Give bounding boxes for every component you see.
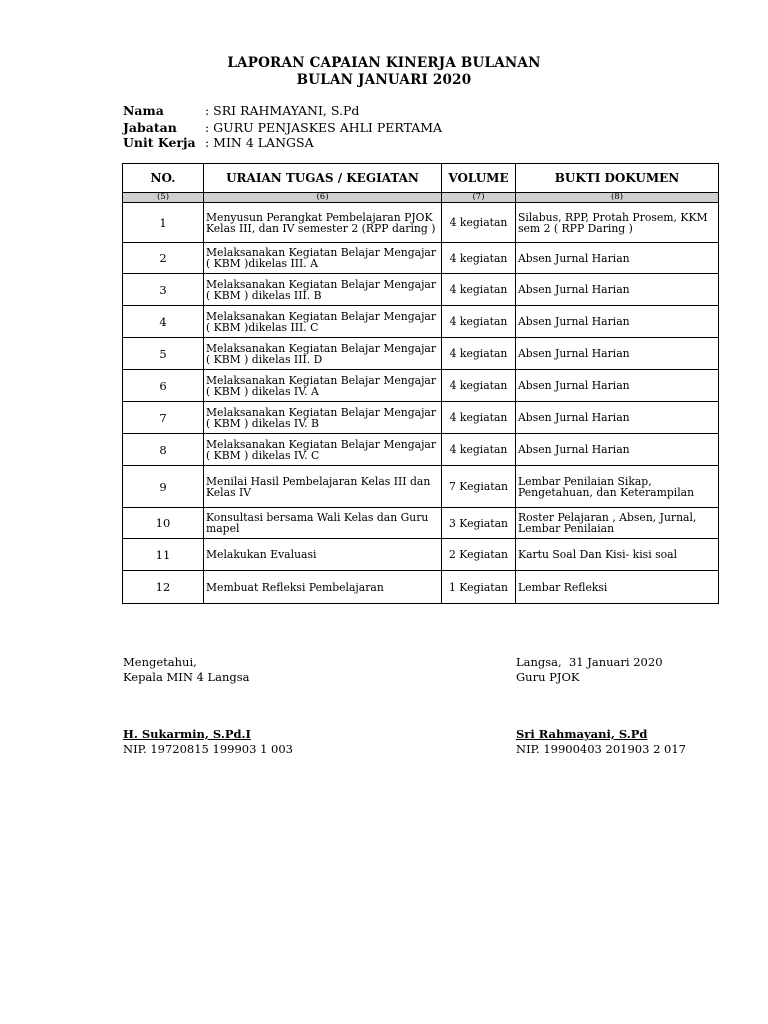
table-row (123, 539, 719, 571)
cell-no: 2 (123, 243, 204, 274)
cell-no: 7 (123, 402, 204, 434)
column-header-volume: VOLUME (442, 164, 516, 193)
cell-uraian: Membuat Refleksi Pembelajaran (204, 571, 442, 604)
cell-volume: 2 Kegiatan (442, 539, 516, 571)
cell-uraian: Melakukan Evaluasi (204, 539, 442, 571)
cell-uraian: Melaksanakan Kegiatan Belajar Mengajar ( KBM )dikelas III. A (204, 243, 442, 274)
info-label: Jabatan (123, 120, 177, 135)
activity-table (122, 163, 719, 604)
cell-bukti: Absen Jurnal Harian (516, 402, 719, 434)
cell-bukti: Absen Jurnal Harian (516, 274, 719, 306)
info-label: Unit Kerja (123, 135, 196, 150)
cell-no: 3 (123, 274, 204, 306)
cell-volume: 4 kegiatan (442, 402, 516, 434)
cell-volume: 7 Kegiatan (442, 466, 516, 508)
table-header-row (123, 164, 719, 193)
column-header-no: NO. (123, 164, 204, 193)
signer-name: H. Sukarmin, S.Pd.I (123, 727, 251, 741)
report-period: BULAN JANUARI 2020 (296, 72, 472, 88)
cell-no: 10 (123, 508, 204, 539)
info-value: : SRI RAHMAYANI, S.Pd (205, 103, 360, 118)
cell-uraian: Konsultasi bersama Wali Kelas dan Guru mapel (204, 508, 442, 539)
column-number-row (123, 193, 719, 203)
cell-volume: 4 kegiatan (442, 338, 516, 370)
column-header-bukti: BUKTI DOKUMEN (516, 164, 719, 193)
table-row (123, 508, 719, 539)
column-number: (5) (123, 193, 204, 203)
cell-volume: 4 kegiatan (442, 203, 516, 243)
cell-no: 4 (123, 306, 204, 338)
cell-no: 6 (123, 370, 204, 402)
cell-uraian: Menyusun Perangkat Pembelajaran PJOK Kelas III, dan IV semester 2 (RPP daring ) (204, 203, 442, 243)
info-row-nama (123, 103, 359, 118)
cell-bukti: Absen Jurnal Harian (516, 306, 719, 338)
table-row (123, 306, 719, 338)
column-number: (7) (442, 193, 516, 203)
table-row (123, 571, 719, 604)
signature-block-teacher (516, 655, 686, 757)
table-row (123, 402, 719, 434)
cell-volume: 3 Kegiatan (442, 508, 516, 539)
cell-no: 11 (123, 539, 204, 571)
info-row-unit-kerja (123, 135, 314, 150)
cell-volume: 4 kegiatan (442, 434, 516, 466)
cell-uraian: Melaksanakan Kegiatan Belajar Mengajar ( KBM ) dikelas IV. A (204, 370, 442, 402)
cell-volume: 1 Kegiatan (442, 571, 516, 604)
column-number: (8) (516, 193, 719, 203)
cell-no: 5 (123, 338, 204, 370)
table-row (123, 203, 719, 243)
cell-no: 12 (123, 571, 204, 604)
info-row-jabatan (123, 120, 442, 135)
cell-bukti: Absen Jurnal Harian (516, 370, 719, 402)
cell-bukti: Absen Jurnal Harian (516, 243, 719, 274)
cell-bukti: Absen Jurnal Harian (516, 434, 719, 466)
cell-no: 1 (123, 203, 204, 243)
info-label: Nama (123, 103, 164, 118)
cell-bukti: Absen Jurnal Harian (516, 338, 719, 370)
cell-bukti: Silabus, RPP, Protah Prosem, KKM sem 2 ( RPP Daring ) (516, 203, 719, 243)
cell-volume: 4 kegiatan (442, 306, 516, 338)
cell-bukti: Kartu Soal Dan Kisi- kisi soal (516, 539, 719, 571)
cell-uraian: Melaksanakan Kegiatan Belajar Mengajar ( KBM ) dikelas IV. C (204, 434, 442, 466)
signature-block-principal (123, 655, 293, 757)
place-date: Langsa, 31 Januari 2020 (516, 655, 663, 669)
cell-uraian: Melaksanakan Kegiatan Belajar Mengajar ( KBM ) dikelas III. D (204, 338, 442, 370)
cell-bukti: Lembar Refleksi (516, 571, 719, 604)
signer-nip: NIP. 19900403 201903 2 017 (516, 742, 686, 756)
table-row (123, 466, 719, 508)
info-value: : GURU PENJASKES AHLI PERTAMA (205, 120, 443, 135)
acknowledged-label: Mengetahui, (123, 655, 197, 669)
report-title: LAPORAN CAPAIAN KINERJA BULANAN (227, 55, 541, 71)
cell-bukti: Lembar Penilaian Sikap, Pengetahuan, dan Keterampilan (516, 466, 719, 508)
cell-uraian: Melaksanakan Kegiatan Belajar Mengajar ( KBM ) dikelas IV. B (204, 402, 442, 434)
column-number: (6) (204, 193, 442, 203)
table-row (123, 370, 719, 402)
cell-uraian: Menilai Hasil Pembelajaran Kelas III dan Kelas IV (204, 466, 442, 508)
signer-position: Guru PJOK (516, 670, 580, 684)
cell-volume: 4 kegiatan (442, 370, 516, 402)
signer-position: Kepala MIN 4 Langsa (123, 670, 250, 684)
table-row (123, 274, 719, 306)
table-row (123, 338, 719, 370)
info-value: : MIN 4 LANGSA (205, 135, 314, 150)
cell-no: 9 (123, 466, 204, 508)
cell-bukti: Roster Pelajaran , Absen, Jurnal, Lembar Penilaian (516, 508, 719, 539)
table-row (123, 243, 719, 274)
cell-uraian: Melaksanakan Kegiatan Belajar Mengajar ( KBM ) dikelas III. B (204, 274, 442, 306)
cell-no: 8 (123, 434, 204, 466)
cell-volume: 4 kegiatan (442, 274, 516, 306)
cell-uraian: Melaksanakan Kegiatan Belajar Mengajar ( KBM )dikelas III. C (204, 306, 442, 338)
column-header-uraian: URAIAN TUGAS / KEGIATAN (204, 164, 442, 193)
cell-volume: 4 kegiatan (442, 243, 516, 274)
signer-name: Sri Rahmayani, S.Pd (516, 727, 648, 741)
table-row (123, 434, 719, 466)
signer-nip: NIP. 19720815 199903 1 003 (123, 742, 293, 756)
